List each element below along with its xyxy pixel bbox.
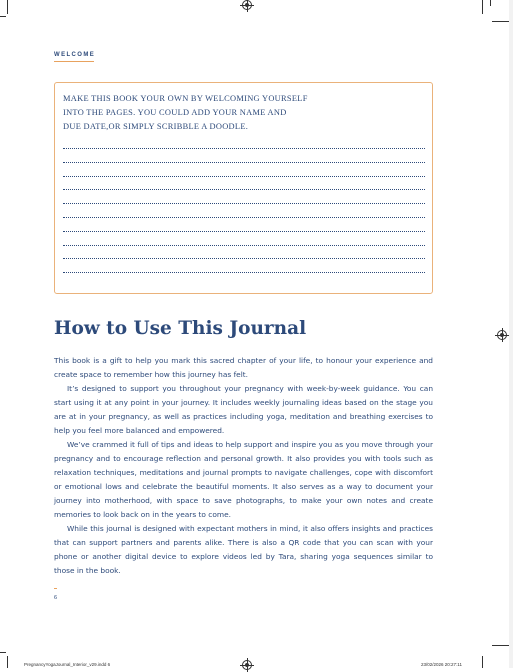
section-label: WELCOME (54, 52, 96, 58)
crop-mark-top-right-v2 (490, 0, 491, 6)
crop-mark-bottom-left-h (0, 652, 6, 653)
crop-mark-top-left-h (0, 16, 6, 17)
section-label-underline (54, 61, 94, 62)
prompt-text (63, 92, 363, 134)
prompt-line: INTO THE PAGES. YOU COULD ADD YOUR NAME AND (63, 108, 287, 117)
paragraph: This book is a gift to help you mark this sacred chapter of your life, to honour your experience and create space to remember how this journey has felt. (54, 356, 433, 379)
writing-line[interactable] (63, 245, 425, 246)
writing-line[interactable] (63, 189, 425, 190)
crop-mark-bottom-right-v (482, 656, 483, 668)
paragraph: While this journal is designed with expectant mothers in mind, it also offers insights and practices that can support partners and parents alike. There is also a QR code that you can scan with your phone or another digital device to explore videos led by Tara, sharing yoga sequences similar to those in the book. (54, 524, 433, 575)
registration-mark-bottom (242, 660, 252, 670)
prompt-line: MAKE THIS BOOK YOUR OWN BY WELCOMING YOURSELF (63, 94, 308, 103)
writing-line[interactable] (63, 176, 425, 177)
writing-line[interactable] (63, 272, 425, 273)
crop-mark-bottom-left-v (7, 656, 8, 668)
crop-mark-bottom-right-h (492, 645, 509, 646)
folio-accent (54, 588, 57, 589)
registration-mark-top (242, 0, 252, 10)
slug-timestamp: 23/02/2026 20:27:11 (421, 662, 462, 667)
writing-line[interactable] (63, 231, 425, 232)
registration-mark-right (497, 330, 507, 340)
slug-filename: PregnancyYogaJournal_Interior_v29.indd 6 (24, 662, 111, 667)
writing-line[interactable] (63, 148, 425, 149)
crop-mark-top-right-v (482, 0, 483, 14)
writing-line[interactable] (63, 203, 425, 204)
body-text (54, 354, 433, 578)
writing-line[interactable] (63, 162, 425, 163)
page-edge-shadow (509, 0, 513, 668)
prompt-line: DUE DATE,OR SIMPLY SCRIBBLE A DOODLE. (63, 122, 249, 131)
prompt-box[interactable] (54, 82, 433, 294)
writing-line[interactable] (63, 258, 425, 259)
crop-mark-top-left-v (7, 0, 8, 14)
page-number: 6 (54, 595, 58, 601)
page-title: How to Use This Journal (54, 318, 307, 339)
paragraph: We’ve crammed it full of tips and ideas to help support and inspire you as you move through your pregnancy and to encourage reflection and personal growth. It also provides you with tools such as relaxation techniques, meditations and journal prompts to navigate challenges, cope with discomfort or emotional lows and celebrate the beautiful moments. It also serves as a way to document your journey into motherhood, with space to save photographs, to make your own notes and create memories to look back on in the years to come. (54, 440, 433, 519)
paragraph: It’s designed to support you throughout your pregnancy with week-by-week guidance. You can start using it at any point in your journey. It includes weekly journaling ideas based on the stage you are at in your pregnancy, as well as practices including yoga, meditation and breathing exercises to help you feel more balanced and empowered. (54, 384, 433, 435)
crop-mark-top-right-h (492, 21, 509, 22)
writing-line[interactable] (63, 217, 425, 218)
